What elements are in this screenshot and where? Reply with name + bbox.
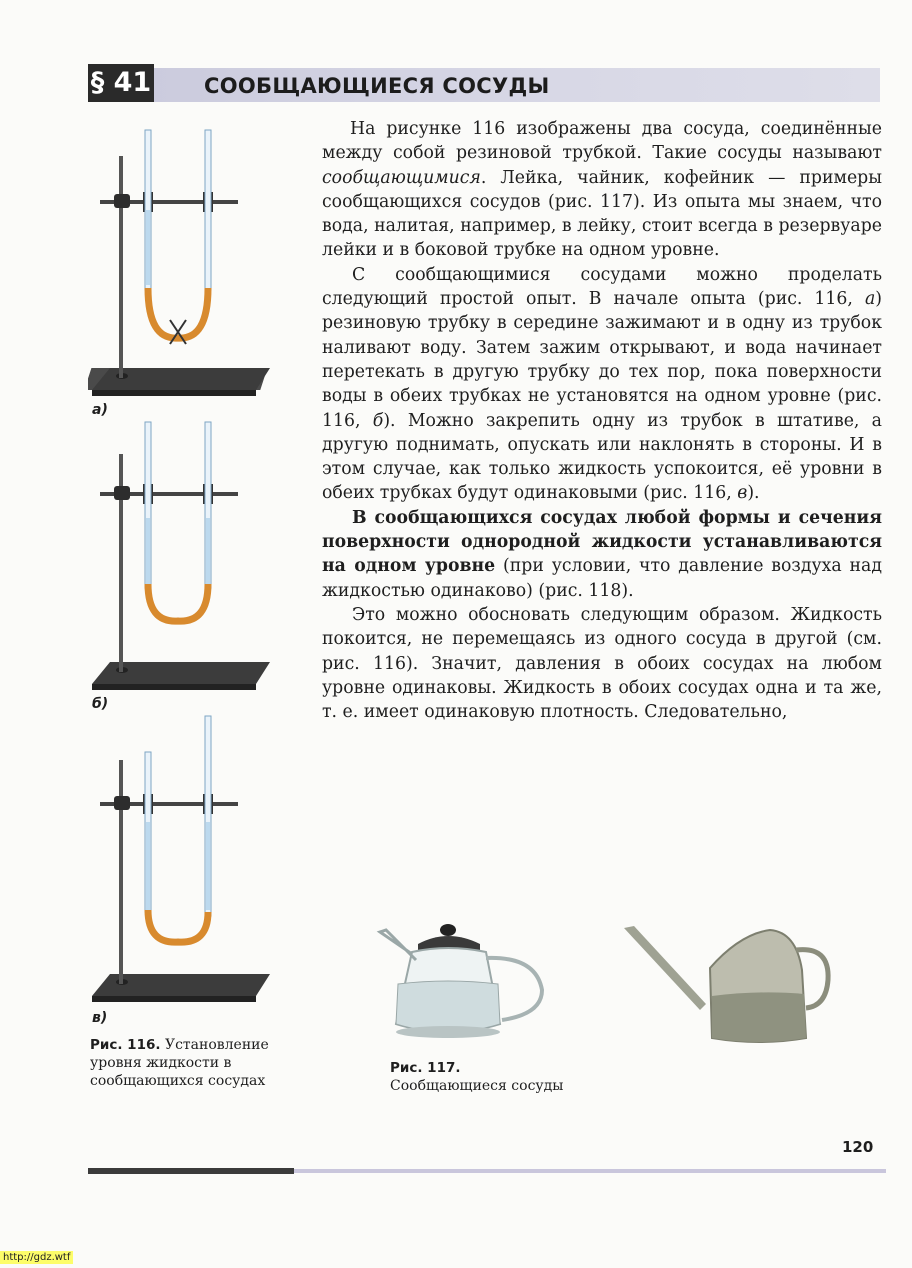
body-text: [322, 117, 882, 724]
figure-116-caption: [90, 1036, 310, 1090]
text-run: На рисунке 116 изображены два сосуда, соединённые между собой резиновой трубкой. Такие сосуды называют: [322, 119, 882, 164]
footer-rule-dark: [88, 1168, 294, 1174]
text-run: сообщающимися: [322, 167, 481, 188]
page-number: 120: [842, 1138, 874, 1156]
paragraph-3: [322, 506, 882, 603]
figure-117-caption-label: Рис. 117.: [390, 1060, 461, 1076]
text-run: Это можно обосновать следующим образом. Жидкость покоится, не перемещаясь из одного сосуда в другой (см. рис. 116). Значит, давления в обоих сосудах на любом уровне одинаковы. Жидкость в обоих сосудах одна и та же, т. е. имеет одинаковую плотность. Следовательно,: [322, 604, 882, 723]
paragraph-1: [322, 117, 882, 263]
figure-116-caption-text: Установление уровня жидкости в сообщающихся сосудах: [90, 1037, 269, 1089]
figure-117-caption: [390, 1059, 590, 1095]
figure-116-label-a: а): [92, 402, 108, 418]
figure-116a-apparatus: [88, 120, 278, 410]
text-run: . Лейка, чайник, кофейник — примеры сообщающихся сосудов (рис. 117). Из опыта мы знаем, что вода, налитая, например, в лейку, стоит всегда в резервуаре лейки и в боковой трубке на одном уровне.: [322, 167, 882, 261]
footer-rule-light: [294, 1169, 886, 1173]
figure-117-caption-text: Сообщающиеся сосуды: [390, 1078, 564, 1094]
text-run: в: [737, 483, 748, 504]
paragraph-2: [322, 263, 882, 506]
watermark-url: http://gdz.wtf: [0, 1251, 73, 1264]
text-run: ). Можно закрепить одну из трубок в штативе, а другую поднимать, опускать или наклонять в стороны. И в этом случае, как только жидкость успокоится, её уровни в обеих трубках будут одинаковыми (рис. 116,: [322, 410, 882, 504]
section-number-badge: § 41: [88, 64, 154, 102]
figure-116c-apparatus: [88, 712, 278, 1012]
figure-116-label-c: в): [92, 1010, 108, 1026]
text-run: ) резиновую трубку в середине зажимают и в одну из трубок наливают воду. Затем зажим открывают, и вода начинает перетекать в другую трубку до тех пор, пока поверхности воды в обеих трубках не установятся на одном уровне (рис. 116,: [322, 289, 882, 431]
text-run: б: [372, 410, 384, 431]
text-run: а: [864, 289, 876, 310]
kettle-image: [376, 910, 556, 1050]
watering-can-image: [620, 920, 840, 1050]
paragraph-4: [322, 603, 882, 724]
figure-116-caption-label: Рис. 116.: [90, 1037, 161, 1053]
text-run: (при условии, что давление воздуха над жидкостью одинаково) (рис. 118).: [322, 556, 882, 601]
section-title: СООБЩАЮЩИЕСЯ СОСУДЫ: [204, 74, 550, 98]
text-run: ).: [747, 483, 760, 504]
figure-116-label-b: б): [92, 696, 109, 712]
text-run: В сообщающихся сосудах любой формы и сечения поверхности однородной жидкости устанавливаются на одном уровне: [322, 507, 882, 577]
text-run: С сообщающимися сосудами можно проделать следующий простой опыт. В начале опыта (рис. 116,: [322, 264, 882, 310]
figure-116b-apparatus: [88, 418, 278, 698]
